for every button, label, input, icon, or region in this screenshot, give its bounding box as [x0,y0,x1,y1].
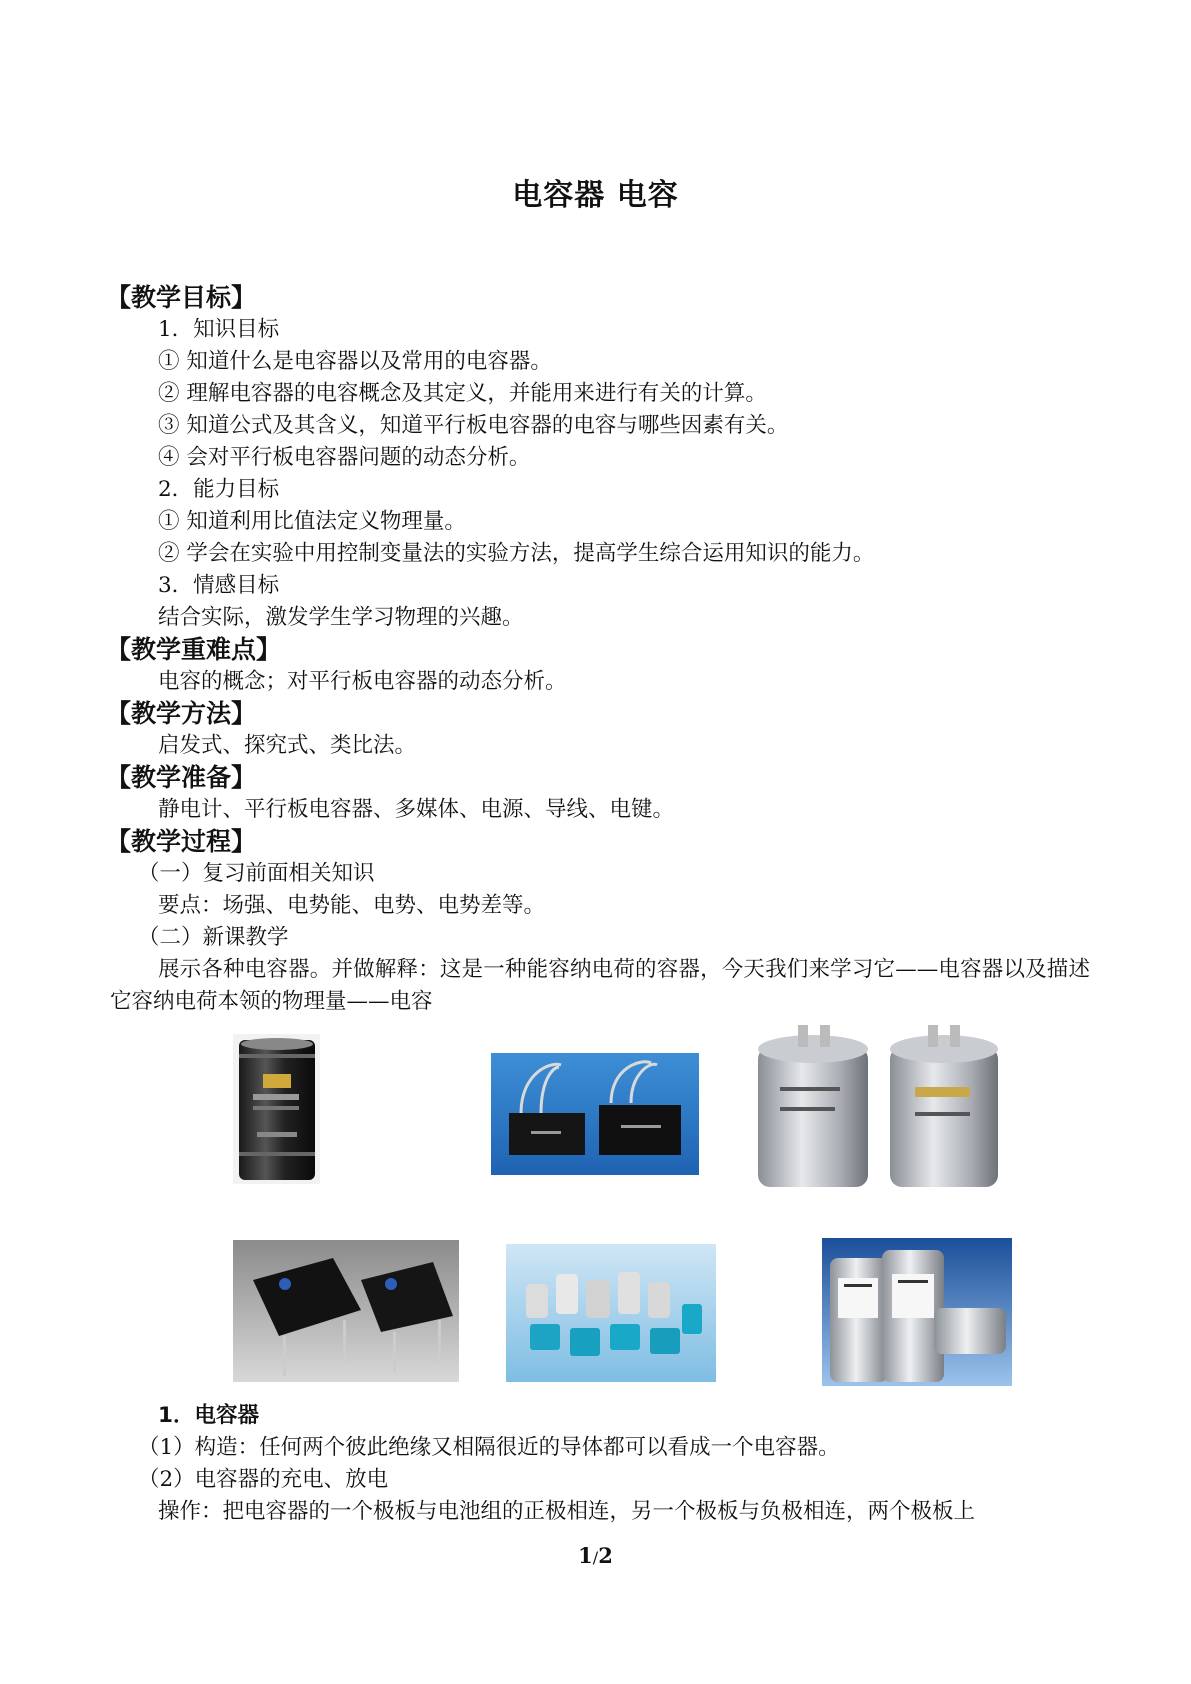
section-line-structure: （1）构造：任何两个彼此绝缘又相隔很近的导体都可以看成一个电容器。 [138,1435,840,1460]
goal-ability: 2．能力目标 [158,477,280,502]
section-capacitor [110,1400,1090,1528]
goal-item: 结合实际，激发学生学习物理的兴趣。 [158,605,524,630]
goal-item: ① 知道什么是电容器以及常用的电容器。 [158,349,552,374]
goal-emotion: 3．情感目标 [158,573,280,598]
photo-assorted-small-capacitors [506,1244,716,1382]
page-title: 电容器 电容 [512,178,679,213]
goal-item: ② 理解电容器的电容概念及其定义，并能用来进行有关的计算。 [158,381,767,406]
section-heading: 1．电容器 [158,1403,259,1428]
goal-item: ④ 会对平行板电容器问题的动态分析。 [158,445,531,470]
methods-text: 启发式、探究式、类比法。 [158,733,417,758]
section-line-charging: （2）电容器的充电、放电 [138,1467,389,1492]
goal-knowledge: 1．知识目标 [158,317,280,342]
page-current: 1 [578,1543,593,1568]
heading-methods: 【教学方法】 [106,699,257,728]
process-intro-paragraph: 展示各种电容器。并做解释：这是一种能容纳电荷的容器，今天我们来学习它——电容器以及描述它容纳电荷本领的物理量——电容 [110,957,1090,1014]
goal-item: ② 学会在实验中用控制变量法的实验方法，提高学生综合运用知识的能力。 [158,541,875,566]
heading-teaching-goals: 【教学目标】 [106,283,257,312]
page-number [0,1543,1191,1568]
page-total: 2 [598,1543,613,1568]
photo-box-capacitors-blue [491,1053,699,1175]
key-points-text: 电容的概念；对平行板电容器的动态分析。 [158,669,567,694]
photo-mkph-film-capacitors [233,1240,459,1382]
heading-key-points: 【教学重难点】 [106,635,282,664]
heading-preparation: 【教学准备】 [106,763,257,792]
goal-item: ① 知道利用比值法定义物理量。 [158,509,466,534]
photo-silver-run-capacitors [750,1017,1008,1195]
section-line-operation: 操作：把电容器的一个极板与电池组的正极相连，另一个极板与负极相连，两个极板上 [158,1499,976,1524]
goal-item: ③ 知道公式及其含义，知道平行板电容器的电容与哪些因素有关。 [158,413,789,438]
process-review: （一）复习前面相关知识 [138,861,375,886]
heading-process: 【教学过程】 [106,827,257,856]
page-separator: / [592,1548,599,1567]
preparation-text: 静电计、平行板电容器、多媒体、电源、导线、电键。 [158,797,675,822]
process-new-lesson: （二）新课教学 [138,925,289,950]
process-points: 要点：场强、电势能、电势、电势差等。 [158,893,546,918]
body-text [106,282,1090,1018]
photo-cbb65-capacitors [822,1238,1012,1386]
photo-electrolytic-capacitor [233,1034,320,1184]
